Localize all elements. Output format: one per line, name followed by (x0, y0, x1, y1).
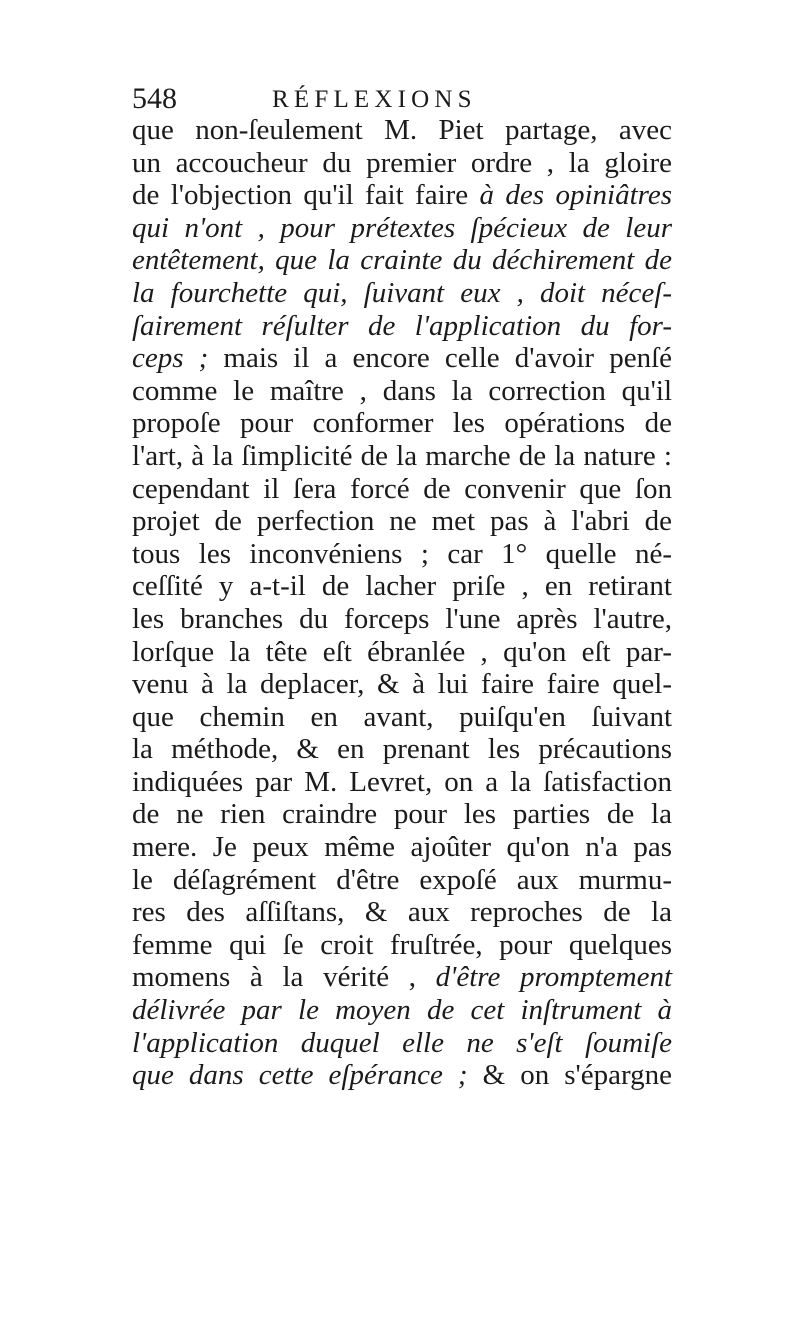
text-line (132, 798, 672, 831)
roman-text: un accoucheur du premier ordre , la gloire (132, 146, 672, 179)
text-line (132, 342, 672, 375)
roman-text: mais il a encore celle d'avoir penſé (223, 342, 672, 375)
text-line (132, 994, 672, 1027)
text-line (132, 603, 672, 636)
text-line (132, 831, 672, 864)
roman-text: que non-ſeulement M. Piet partage, avec (132, 114, 672, 146)
roman-text: le déſagrément d'être expoſé aux murmu- (132, 863, 672, 896)
page-number: 548 (132, 82, 177, 115)
roman-text: cependant il ſera forcé de convenir que ſon (132, 472, 672, 505)
italic-text: qui n'ont , pour prétextes ſpécieux de leur (132, 211, 672, 244)
text-line (132, 701, 672, 734)
text-line (132, 407, 672, 440)
roman-text: propoſe pour conformer les opérations de (132, 407, 672, 440)
text-line (132, 1027, 672, 1060)
text-line (132, 896, 672, 929)
roman-text: ceſſité y a-t-il de lacher priſe , en retirant (132, 570, 672, 603)
text-line (132, 244, 672, 277)
text-line (132, 929, 672, 962)
text-line (132, 179, 672, 212)
text-line (132, 961, 672, 994)
text-line (132, 473, 672, 506)
text-line (132, 538, 672, 571)
body-text (132, 114, 672, 1092)
text-line (132, 114, 672, 147)
roman-text: l'art, à la ſimplicité de la marche de la nature : (132, 439, 672, 472)
roman-text: femme qui ſe croit fruſtrée, pour quelques (132, 928, 672, 961)
italic-text: à des opiniâtres (479, 179, 672, 212)
roman-text: momens à la vérité , (132, 961, 436, 994)
roman-text: projet de perfection ne met pas à l'abri de (132, 505, 672, 538)
text-line (132, 1059, 672, 1092)
roman-text: que chemin en avant, puiſqu'en ſuivant (132, 700, 672, 733)
roman-text: de ne rien craindre pour les parties de la (132, 798, 672, 831)
italic-text: délivrée par le moyen de cet inſtrument à (132, 994, 672, 1027)
text-line (132, 733, 672, 766)
roman-text: res des aſſiſtans, & aux reproches de la (132, 896, 672, 929)
text-line (132, 864, 672, 897)
text-line (132, 375, 672, 408)
italic-text: d'être promptement (435, 961, 673, 994)
text-line (132, 668, 672, 701)
italic-text: ceps ; (132, 342, 224, 375)
roman-text: la méthode, & en prenant les précautions (132, 733, 672, 766)
roman-text: indiquées par M. Levret, on a la ſatisfaction (132, 765, 672, 798)
text-line (132, 147, 672, 180)
italic-text: entêtement, que la crainte du déchirement de (132, 244, 672, 277)
running-title: RÉFLEXIONS (272, 86, 477, 113)
roman-text: & on s'épargne (482, 1059, 672, 1092)
text-line (132, 310, 672, 343)
text-line (132, 570, 672, 603)
roman-text: tous les inconvéniens ; car 1° quelle né- (132, 537, 672, 570)
italic-text: que dans cette eſpérance ; (132, 1059, 483, 1092)
text-line (132, 766, 672, 799)
italic-text: ſairement réſulter de l'application du for- (132, 309, 672, 342)
roman-text: comme le maître , dans la correction qu'il (132, 374, 672, 407)
text-line (132, 505, 672, 538)
text-line (132, 212, 672, 245)
roman-text: les branches du forceps l'une après l'autre, (132, 602, 672, 635)
italic-text: la fourchette qui, ſuivant eux , doit néceſ- (132, 276, 672, 309)
italic-text: l'application duquel elle ne s'eſt ſoumiſe (132, 1026, 672, 1059)
roman-text: venu à la deplacer, & à lui faire faire quel- (132, 668, 672, 701)
text-line (132, 277, 672, 310)
roman-text: lorſque la tête eſt ébranlée , qu'on eſt par- (132, 635, 672, 668)
roman-text: mere. Je peux même ajoûter qu'on n'a pas (132, 831, 672, 864)
roman-text: de l'objection qu'il fait faire (132, 179, 480, 212)
text-line (132, 636, 672, 669)
text-line (132, 440, 672, 473)
